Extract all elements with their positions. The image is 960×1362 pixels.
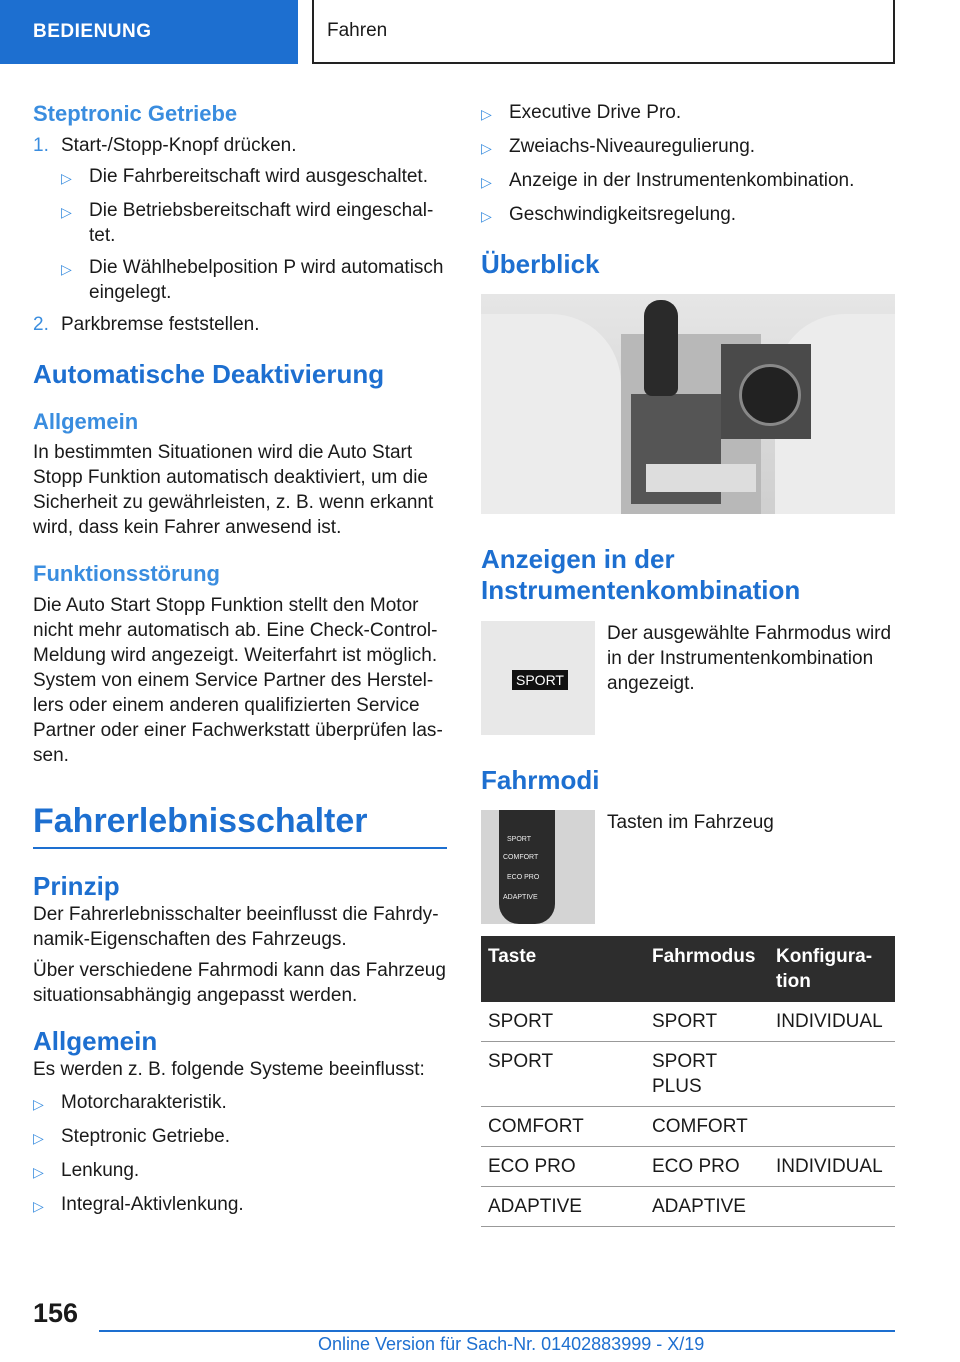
controller-knob-icon (739, 364, 801, 426)
list-item: ▷ Die Wählhebelposition P wird automatisch eingelegt. (61, 256, 444, 303)
ueberblick-heading: Überblick (481, 249, 600, 279)
allgemein-text: In bestimmten Situationen wird die Auto Start Stopp Funktion automatisch deaktiviert, um die Sicherheit zu gewährleisten, z. B. wenn erkannt wird, dass kein Fahrer anwesend ist. (33, 442, 434, 539)
funktionsstoerung-heading: Funktionsstörung (33, 561, 220, 587)
tasten-text: Tasten im Fahrzeug (607, 811, 774, 833)
anzeigen-heading: Anzeigen in der Instrumentenkombination (481, 544, 801, 606)
triangle-bullet-icon: ▷ (33, 1096, 44, 1113)
list-item: ▷ Executive Drive Pro. (481, 100, 895, 127)
prinzip-heading: Prinzip (33, 870, 120, 901)
table-header-row: Taste Fahrmodus Konfiguration (481, 936, 895, 1002)
mode-buttons-thumbnail: SPORT COMFORT ECO PRO ADAPTIVE (481, 810, 595, 924)
allgemein-2-heading: Allgemein (33, 1026, 158, 1057)
list-item: ▷ Die Fahrbereitschaft wird ausgeschaltet. (33, 164, 447, 191)
triangle-bullet-icon: ▷ (481, 140, 492, 156)
auto-deaktivierung-heading: Automatische Deaktivierung (33, 358, 385, 389)
triangle-bullet-icon: ▷ (61, 169, 72, 186)
triangle-bullet-icon: ▷ (33, 1198, 44, 1215)
step-1: 1. Start-/Stopp-Knopf drücken. (33, 134, 297, 156)
left-column (33, 100, 447, 1226)
triangle-bullet-icon: ▷ (481, 106, 492, 122)
triangle-bullet-icon: ▷ (481, 208, 492, 224)
fahrerlebnisschalter-heading: Fahrerlebnisschalter (33, 802, 447, 849)
anzeigen-text: Der ausgewählte Fahrmodus wird in der Instrumentenkombination angezeigt. (607, 622, 892, 694)
table-row: ECO PRO ECO PRO INDIVIDUAL (481, 1146, 895, 1186)
allgemein-heading: Allgemein (33, 408, 139, 434)
table-row: SPORT SPORT INDIVIDUAL (481, 1002, 895, 1042)
fahrmodi-heading: Fahrmodi (481, 764, 600, 795)
footer-divider (99, 1330, 895, 1332)
fahrmodi-figure-row (481, 810, 895, 924)
sport-badge: SPORT (512, 670, 568, 690)
prinzip-text-2: Über verschiedene Fahrmodi kann das Fahrzeug situationsabhängig angepasst werden. (33, 960, 446, 1007)
triangle-bullet-icon: ▷ (61, 260, 72, 277)
funktionsstoerung-text: Die Auto Start Stopp Funktion stellt den Motor nicht mehr automatisch ab. Eine Check-Control-Meldung wird angezeigt. Weiterfahrt ist möglich. System von einem Service Partner des Herstellers oder einem anderen qualifizierten Service Partner oder einer Fachwerkstatt überprüfen lassen. (33, 594, 443, 766)
list-item: ▷ Lenkung. (33, 1158, 447, 1185)
triangle-bullet-icon: ▷ (33, 1164, 44, 1181)
anzeigen-figure-row (481, 621, 895, 735)
table-row: SPORT SPORT PLUS (481, 1041, 895, 1106)
table-row: COMFORT COMFORT (481, 1106, 895, 1146)
chapter-tab: Fahren (312, 0, 895, 64)
step-2: 2. Parkbremse feststellen. (33, 313, 260, 335)
list-item: ▷ Motorcharakteristik. (33, 1090, 447, 1117)
display-thumbnail (481, 621, 595, 735)
allgemein-2-text: Es werden z. B. folgende Systeme beeinflusst: (33, 1059, 425, 1081)
table-row: ADAPTIVE ADAPTIVE (481, 1186, 895, 1226)
list-item: ▷ Steptronic Getriebe. (33, 1124, 447, 1151)
prinzip-text-1: Der Fahrerlebnisschalter beeinflusst die Fahrdynamik-Eigenschaften des Fahrzeugs. (33, 904, 439, 951)
section-tab: BEDIENUNG (0, 0, 298, 64)
list-item: ▷ Zweiachs-Niveauregulierung. (481, 134, 895, 161)
triangle-bullet-icon: ▷ (481, 174, 492, 190)
page-number: 156 (33, 1298, 79, 1328)
triangle-bullet-icon: ▷ (33, 1130, 44, 1147)
list-item: ▷ Geschwindigkeitsregelung. (481, 202, 895, 229)
center-console-photo (481, 294, 895, 514)
triangle-bullet-icon: ▷ (61, 203, 72, 220)
footer-text: Online Version für Sach-Nr. 01402883999 - X/19 (318, 1334, 705, 1354)
list-item: ▷ Integral-Aktivlenkung. (33, 1192, 447, 1219)
steptronic-heading: Steptronic Getriebe (33, 101, 238, 126)
fahrmodi-table (481, 936, 895, 1227)
list-item: ▷ Anzeige in der Instrumentenkombination. (481, 168, 895, 195)
gear-selector-icon (644, 300, 678, 396)
right-column (481, 100, 895, 1227)
list-item: ▷ Die Betriebsbereitschaft wird eingeschaltet. (61, 199, 434, 246)
